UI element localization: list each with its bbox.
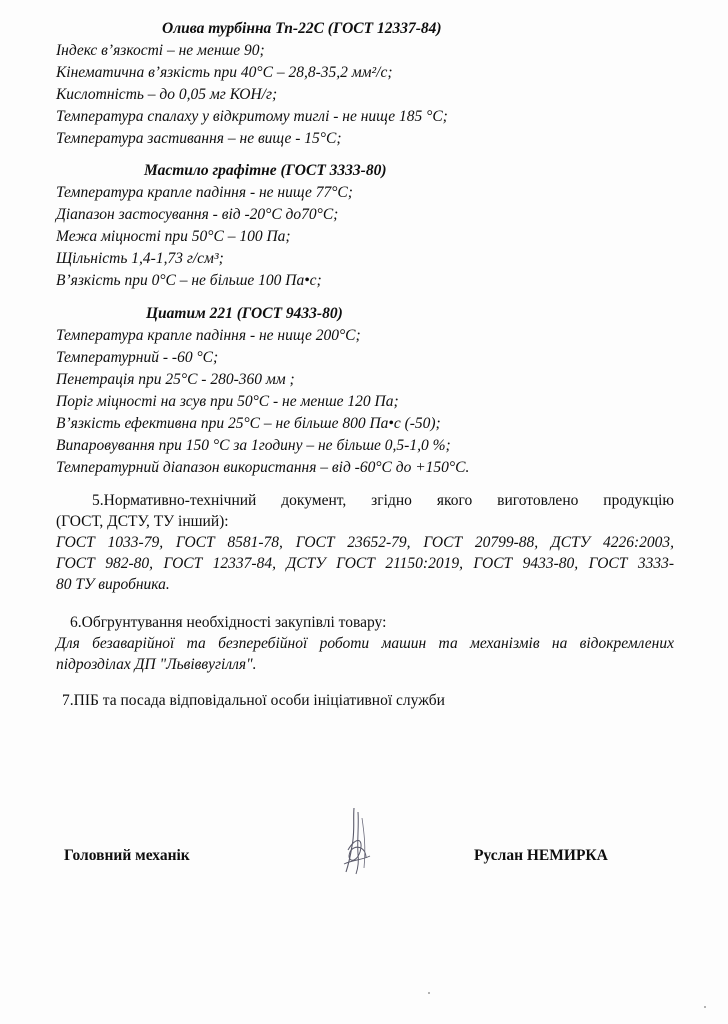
- item6-title: 6.Обгрунтування необхідності закупівлі товару:: [70, 614, 387, 631]
- item5-standards-line1: ГОСТ 1033-79, ГОСТ 8581-78, ГОСТ 23652-79, ГОСТ 20799-88, ДСТУ 4226:2003,: [56, 534, 674, 551]
- section3-line-3: Пенетрація при 25°С - 280-360 мм ;: [56, 371, 295, 388]
- scan-speck: [704, 1006, 706, 1008]
- section2-line-4: Щільність 1,4-1,73 г/см³;: [56, 250, 224, 267]
- item6-line2: підрозділах ДП "Львіввугілля".: [56, 656, 257, 673]
- scan-speck: [428, 992, 430, 994]
- section3-line-4: Поріг міцності на зсув при 50°С - не менше 120 Па;: [56, 393, 399, 410]
- section1-line-3: Кислотність – до 0,05 мг КОН/г;: [56, 86, 278, 103]
- section2-heading: Мастило графітне (ГОСТ 3333-80): [144, 162, 387, 179]
- section1-line-5: Температура застивання – не вище - 15°С;: [56, 130, 342, 147]
- signatory-position: Головний механік: [64, 847, 190, 864]
- item5-standards-line2: ГОСТ 982-80, ГОСТ 12337-84, ДСТУ ГОСТ 21150:2019, ГОСТ 9433-80, ГОСТ 3333-: [56, 555, 674, 572]
- section1-line-1: Індекс в’язкості – не менше 90;: [56, 42, 265, 59]
- section2-line-2: Діапазон застосування - від -20°С до70°С;: [56, 206, 339, 223]
- section3-line-1: Температура крапле падіння - не нище 200°С;: [56, 327, 361, 344]
- signatory-name: Руслан НЕМИРКА: [474, 847, 608, 864]
- section1-heading: Олива турбінна Тп-22С (ГОСТ 12337-84): [162, 20, 442, 37]
- section1-line-2: Кінематична в’язкість при 40°С – 28,8-35,2 мм²/с;: [56, 64, 393, 81]
- item6-line1: Для безаварійної та безперебійної роботи машин та механізмів на відокремлених: [56, 635, 674, 652]
- section2-line-5: В’язкість при 0°С – не більше 100 Па•с;: [56, 272, 322, 289]
- section3-line-6: Випаровування при 150 °С за 1годину – не більше 0,5-1,0 %;: [56, 437, 451, 454]
- item5-title-line2: (ГОСТ, ДСТУ, ТУ інший):: [56, 513, 229, 530]
- item5-standards-line3: 80 ТУ виробника.: [56, 576, 170, 593]
- section2-line-1: Температура крапле падіння - не нище 77°С;: [56, 184, 353, 201]
- section3-line-2: Температурний - -60 °С;: [56, 349, 219, 366]
- section3-line-5: В’язкість ефективна при 25°С – не більше 800 Па•с (-50);: [56, 415, 441, 432]
- item5-title-line1: 5.Нормативно-технічний документ, згідно якого виготовлено продукцію: [92, 492, 674, 509]
- handwritten-signature: [336, 806, 376, 876]
- section1-line-4: Температура спалаху у відкритому тиглі - не нище 185 °С;: [56, 108, 448, 125]
- section2-line-3: Межа міцності при 50°С – 100 Па;: [56, 228, 291, 245]
- section3-line-7: Температурний діапазон використання – від -60°С до +150°С.: [56, 459, 470, 476]
- section3-heading: Циатим 221 (ГОСТ 9433-80): [146, 305, 343, 322]
- item7-title: 7.ПІБ та посада відповідальної особи ініціативної служби: [62, 692, 445, 709]
